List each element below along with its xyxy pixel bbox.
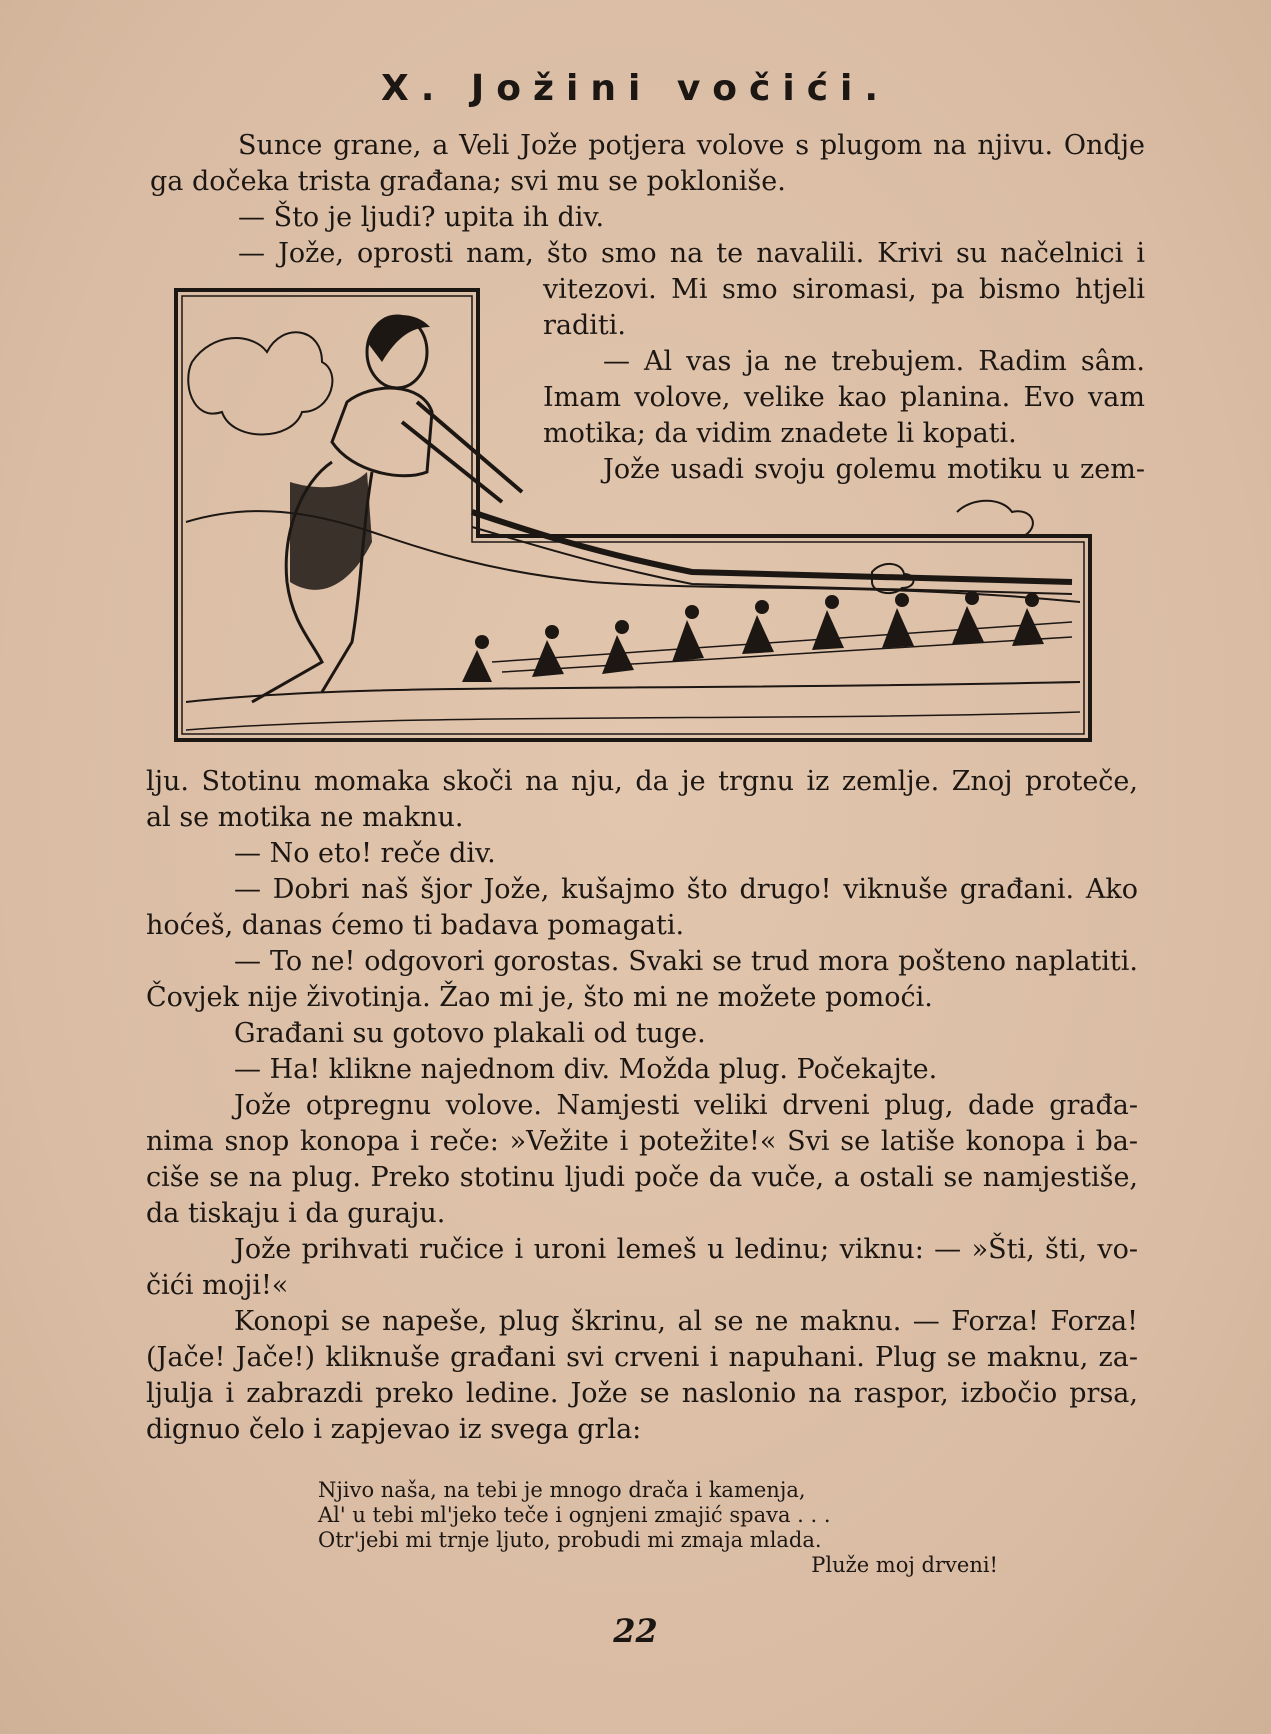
text-line: Konopi se napeše, plug škrinu, al se ne maknu. — Forza! Forza! bbox=[234, 1306, 1138, 1337]
text-line: — No eto! reče div. bbox=[234, 838, 496, 869]
text-line: Jože otpregnu volove. Namjesti veliki drveni plug, dade građa- bbox=[234, 1090, 1138, 1121]
text-line: ga dočeka trista građana; svi mu se pokloniše. bbox=[150, 166, 786, 197]
poem-line: Al' u tebi ml'jeko teče i ognjeni zmajić spava . . . bbox=[318, 1503, 831, 1527]
text-line: — Al vas ja ne trebujem. Radim sâm. bbox=[603, 346, 1145, 377]
main-paragraphs bbox=[146, 764, 1138, 1448]
text-line: al se motika ne maknu. bbox=[146, 802, 464, 833]
text-line: — Dobri naš šjor Jože, kušajmo što drugo! viknuše građani. Ako bbox=[234, 874, 1138, 905]
text-line: ljulja i zabrazdi preko ledine. Jože se naslonio na raspor, izbočio prsa, bbox=[146, 1378, 1138, 1409]
text-line: Jože usadi svoju golemu motiku u zem- bbox=[603, 454, 1145, 485]
poem-verse bbox=[318, 1478, 998, 1578]
poem-line: Otr'jebi mi trnje ljuto, probudi mi zmaja mlada. bbox=[318, 1528, 822, 1552]
chapter-title: X. Jožini vočići. bbox=[380, 68, 891, 109]
text-line: — Jože, oprosti nam, što smo na te navalili. Krivi su načelnici i bbox=[238, 238, 1145, 269]
text-line: vitezovi. Mi smo siromasi, pa bismo htjeli bbox=[543, 274, 1145, 305]
intro-paragraphs bbox=[150, 128, 1145, 272]
poem-line: Pluže moj drveni! bbox=[811, 1553, 998, 1577]
text-line: nima snop konopa i reče: »Vežite i potežite!« Svi se latiše konopa i ba- bbox=[146, 1126, 1138, 1157]
text-line: — Ha! klikne najednom div. Možda plug. Počekajte. bbox=[234, 1054, 938, 1085]
text-line: da tiskaju i da guraju. bbox=[146, 1198, 446, 1229]
text-line: Sunce grane, a Veli Jože potjera volove s plugom na njivu. Ondje bbox=[238, 130, 1145, 161]
text-line: Građani su gotovo plakali od tuge. bbox=[234, 1018, 706, 1049]
text-line: raditi. bbox=[543, 310, 626, 341]
text-line: Jože prihvati ručice i uroni lemeš u ledinu; viknu: — »Šti, šti, vo- bbox=[234, 1234, 1138, 1265]
poem-line: Njivo naša, na tebi je mnogo drača i kamenja, bbox=[318, 1478, 806, 1502]
text-line: čići moji!« bbox=[146, 1270, 289, 1301]
text-line: — To ne! odgovori gorostas. Svaki se trud mora pošteno naplatiti. bbox=[234, 946, 1138, 977]
text-line: — Što je ljudi? upita ih div. bbox=[238, 202, 605, 233]
text-line: Imam volove, velike kao planina. Evo vam bbox=[543, 382, 1145, 413]
text-line: lju. Stotinu momaka skoči na nju, da je trgnu iz zemlje. Znoj proteče, bbox=[146, 766, 1138, 797]
text-line: ciše se na plug. Preko stotinu ljudi poče da vuče, a ostali se namjestiše, bbox=[146, 1162, 1138, 1193]
text-line: (Jače! Jače!) kliknuše građani svi crveni i napuhani. Plug se maknu, za- bbox=[146, 1342, 1138, 1373]
text-line: dignuo čelo i zapjevao iz svega grla: bbox=[146, 1414, 642, 1445]
page-number: 22 bbox=[613, 1612, 658, 1650]
plowing-illustration bbox=[172, 282, 1092, 742]
text-line: Čovjek nije životinja. Žao mi je, što mi ne možete pomoći. bbox=[146, 982, 933, 1013]
text-line: motika; da vidim znadete li kopati. bbox=[543, 418, 1017, 449]
text-line: hoćeš, danas ćemo ti badava pomagati. bbox=[146, 910, 685, 941]
